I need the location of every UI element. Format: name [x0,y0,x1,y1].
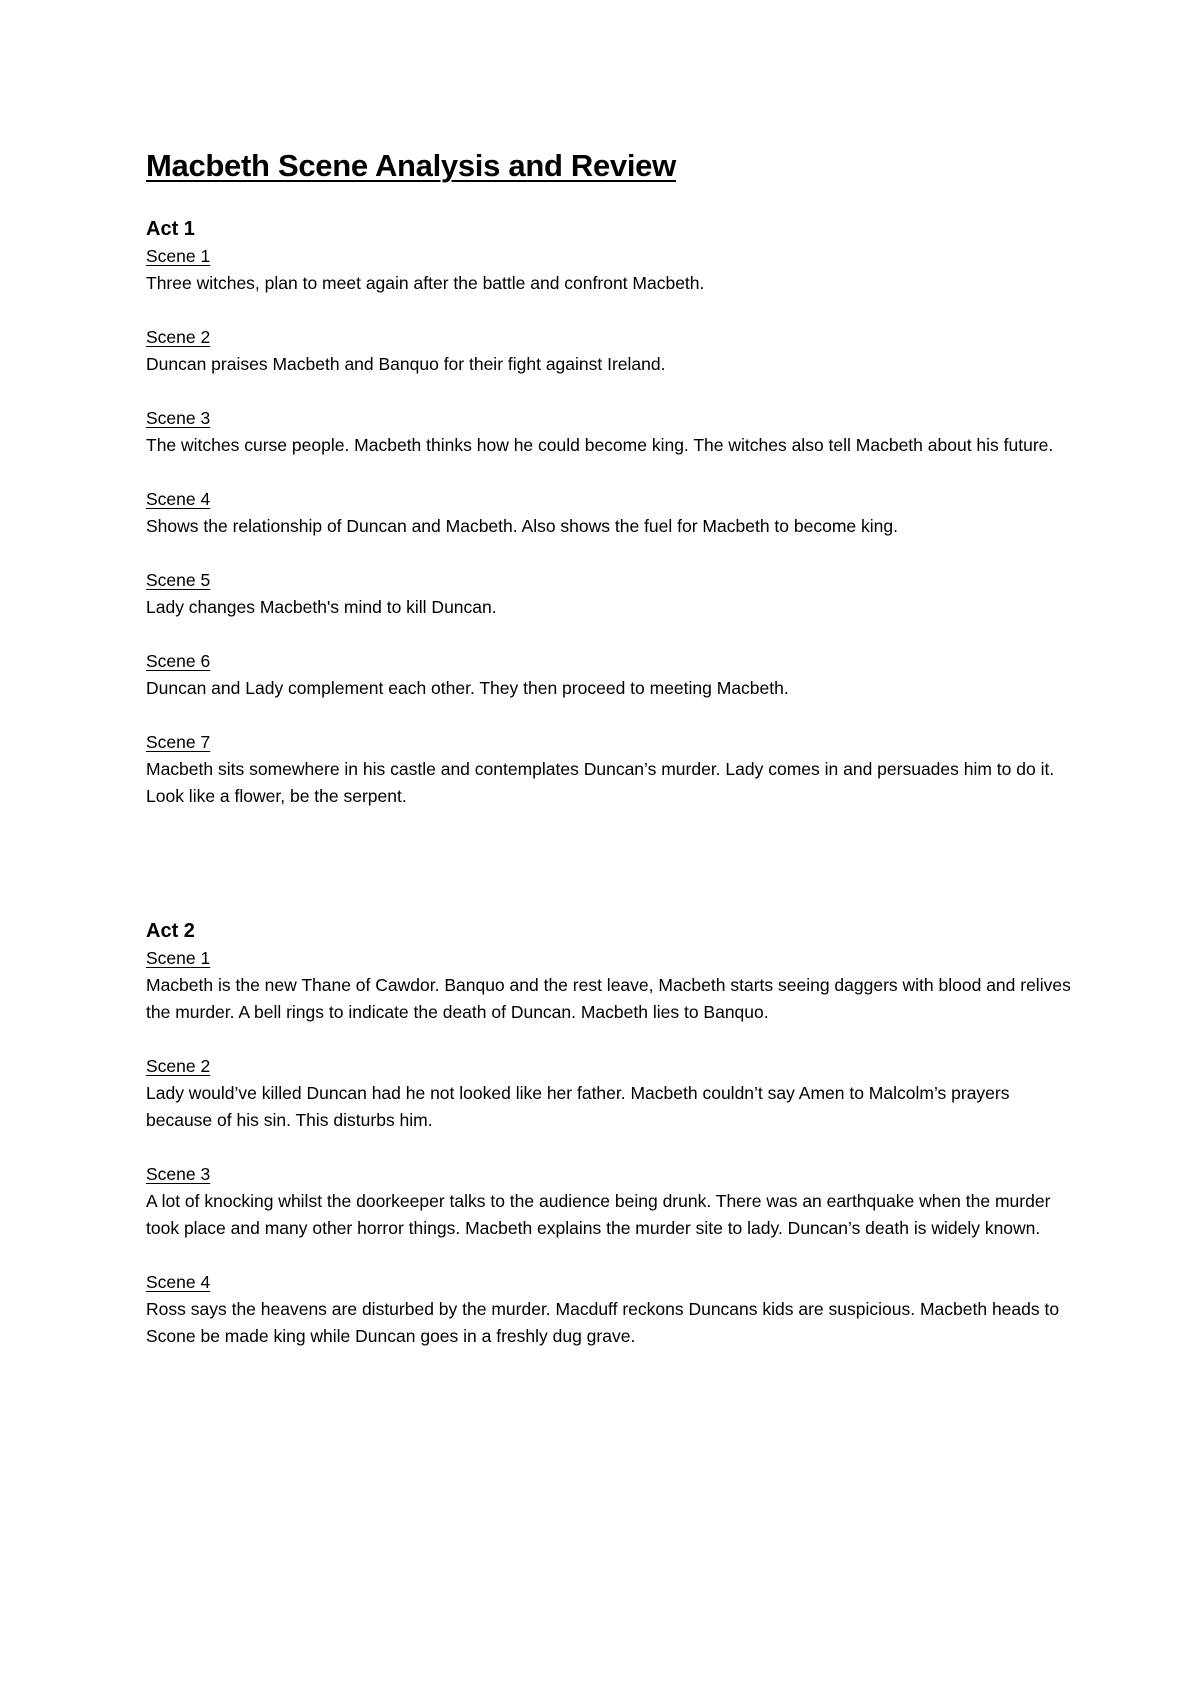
scene-heading: Scene 2 [146,327,211,347]
scene-summary: A lot of knocking whilst the doorkeeper talks to the audience being drunk. There was an earthquake when the murder took place and many other horror things. Macbeth explains the murder site to lady. Duncan’s death is widely known. [146,1191,1051,1238]
scene-summary: Shows the relationship of Duncan and Macbeth. Also shows the fuel for Macbeth to become king. [146,516,898,536]
scene-entry [146,486,1076,540]
scene-summary: Ross says the heavens are disturbed by the murder. Macduff reckons Duncans kids are suspicious. Macbeth heads to Scone be made king while Duncan goes in a freshly dug grave. [146,1299,1060,1346]
scene-summary: Three witches, plan to meet again after the battle and confront Macbeth. [146,273,705,293]
act-heading: Act 1 [146,218,195,240]
scene-entry [146,729,1076,810]
scene-summary: Lady changes Macbeth's mind to kill Duncan. [146,597,497,617]
scene-heading: Scene 6 [146,651,211,671]
scene-summary: Duncan praises Macbeth and Banquo for their fight against Ireland. [146,354,666,374]
scene-summary: The witches curse people. Macbeth thinks how he could become king. The witches also tell Macbeth about his future. [146,435,1054,455]
scene-summary: Macbeth is the new Thane of Cawdor. Banquo and the rest leave, Macbeth starts seeing daggers with blood and relives the murder. A bell rings to indicate the death of Duncan. Macbeth lies to Banquo. [146,975,1071,1022]
scene-heading: Scene 2 [146,1056,211,1076]
scene-entry [146,243,1076,297]
scene-summary: Lady would’ve killed Duncan had he not looked like her father. Macbeth couldn’t say Amen to Malcolm’s prayers because of his sin. This disturbs him. [146,1083,1010,1130]
scene-heading: Scene 1 [146,246,211,266]
scene-summary: Macbeth sits somewhere in his castle and contemplates Duncan’s murder. Lady comes in and persuades him to do it. Look like a flower, be the serpent. [146,759,1055,806]
scene-heading: Scene 1 [146,948,211,968]
scene-entry [146,648,1076,702]
scene-entry [146,1161,1076,1242]
scene-summary: Duncan and Lady complement each other. They then proceed to meeting Macbeth. [146,678,789,698]
scene-entry [146,945,1076,1026]
scene-heading: Scene 4 [146,1272,211,1292]
scene-entry [146,324,1076,378]
scene-heading: Scene 3 [146,1164,211,1184]
scene-heading: Scene 4 [146,489,211,509]
scene-entry [146,567,1076,621]
scene-heading: Scene 7 [146,732,211,752]
scene-entry [146,405,1076,459]
document-title: Macbeth Scene Analysis and Review [146,148,676,183]
scene-entry [146,1269,1076,1350]
scene-heading: Scene 5 [146,570,211,590]
act-section [146,918,1076,1350]
act-section [146,216,1076,810]
scene-entry [146,1053,1076,1134]
act-heading: Act 2 [146,920,195,942]
scene-heading: Scene 3 [146,408,211,428]
